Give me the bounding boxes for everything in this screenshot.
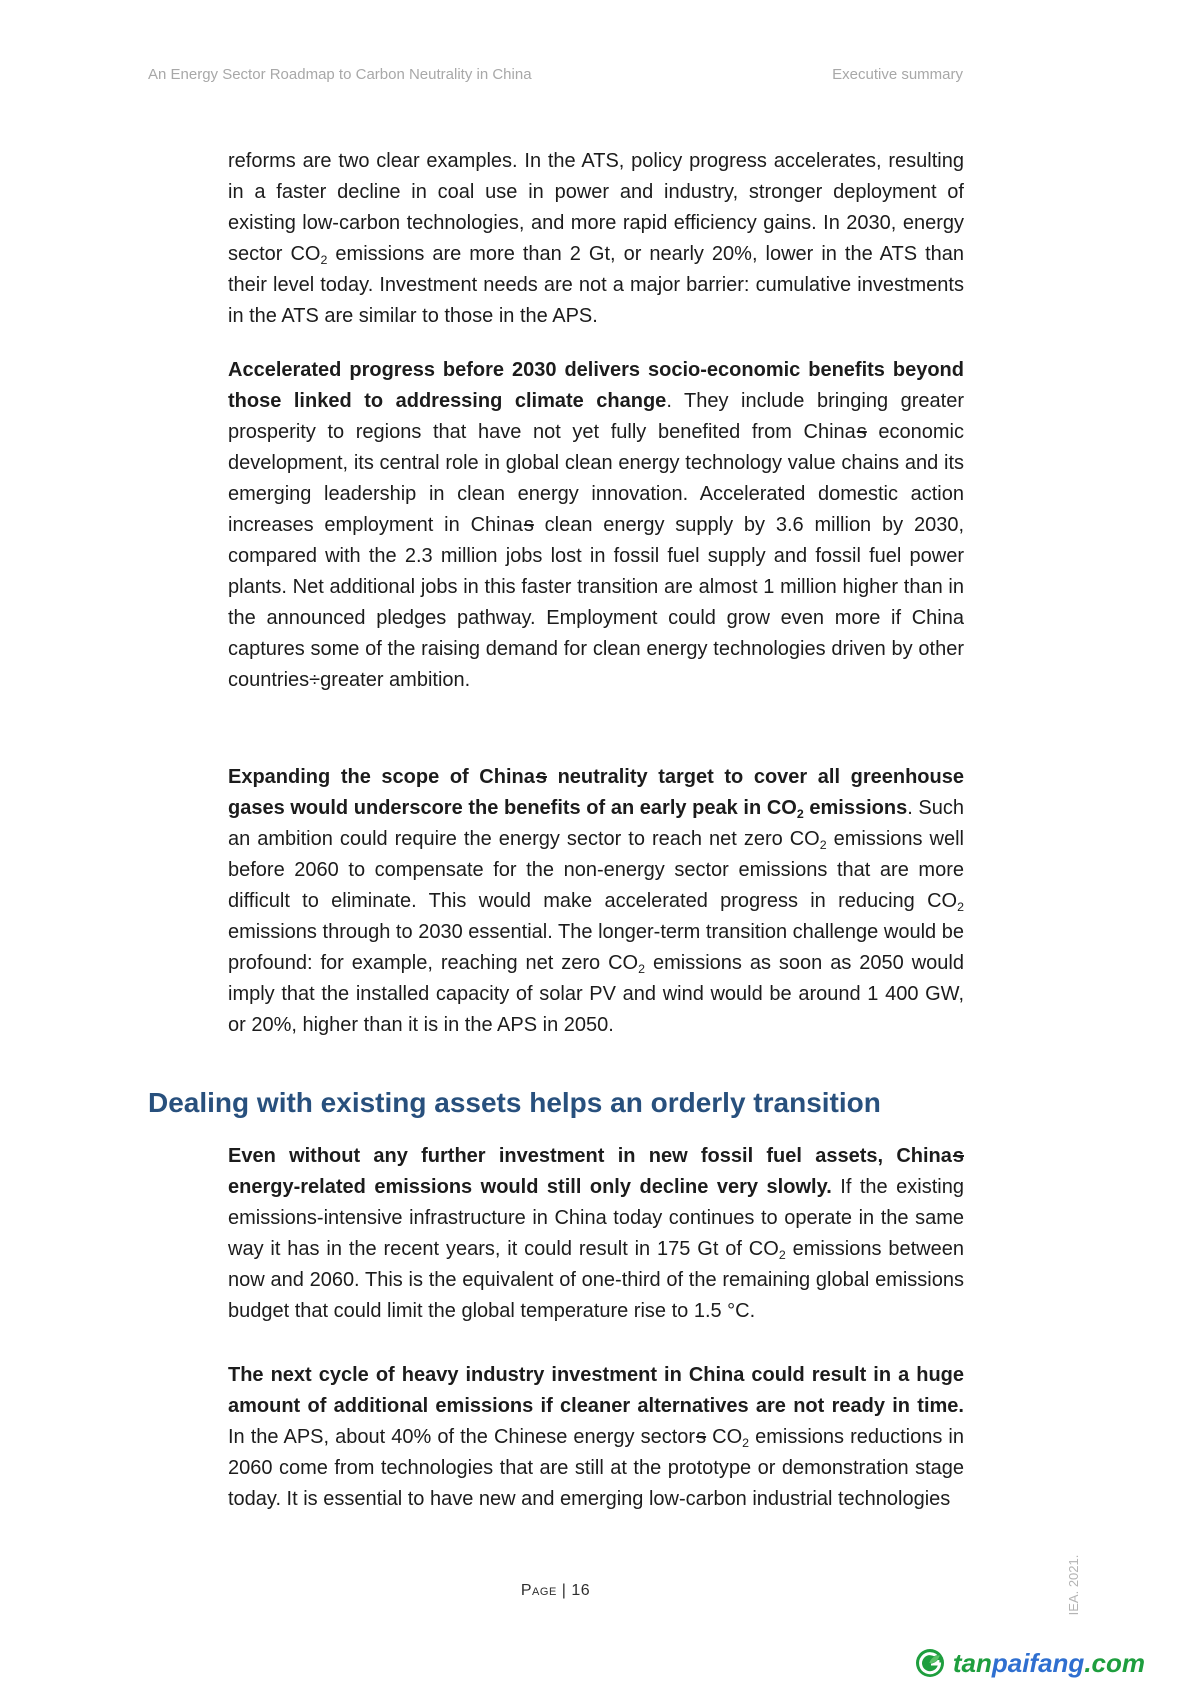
running-header-title: An Energy Sector Roadmap to Carbon Neutrality in China [148, 66, 532, 83]
section-heading: Dealing with existing assets helps an orderly transition [148, 1087, 881, 1118]
watermark-text-part1: tan [952, 1647, 992, 1678]
paragraph-ats-progress: reforms are two clear examples. In the ATS, policy progress accelerates, resulting in a faster decline in coal use in power and industry, stronger deployment of existing low-carbon technologies, and more rapid efficiency gains. In 2030, energy sector CO2 emissions are more than 2 Gt, or nearly 20%, lower in the ATS than their level today. Investment needs are not a major barrier: cumulative investments in the ATS are similar to those in the APS. [228, 150, 964, 327]
running-header [148, 66, 963, 83]
watermark-text-part2: paifang [991, 1647, 1085, 1678]
running-header-section: Executive summary [832, 66, 963, 83]
paragraph-heavy-industry: The next cycle of heavy industry investment in China could result in a huge amount of additional emissions if cleaner alternatives are not ready in time. In the APS, about 40% of the Chinese energy sectors CO2 emissions reductions in 2060 come from technologies that are still at the prototype or demonstration stage today. It is essential to have new and emerging low-carbon industrial technologies [228, 1364, 964, 1510]
page-number: Page | 16 [520, 1582, 591, 1599]
tanpaifang-watermark-link[interactable] [915, 1644, 1145, 1682]
paragraph-neutrality-scope: Expanding the scope of Chinas neutrality target to cover all greenhouse gases would underscore the benefits of an early peak in CO2 emissions. Such an ambition could require the energy sector to reach net zero CO2 emissions well before 2060 to compensate for the non-energy sector emissions that are more difficult to eliminate. This would make accelerated progress in reducing CO2 emissions through to 2030 essential. The longer-term transition challenge would be profound: for example, reaching net zero CO2 emissions as soon as 2050 would imply that the installed capacity of solar PV and wind would be around 1 400 GW, or 20%, higher than it is in the APS in 2050. [228, 766, 965, 1036]
paragraph-existing-assets: Even without any further investment in new fossil fuel assets, Chinas energy-related emissions would still only decline very slowly. If the existing emissions-intensive infrastructure in China today continues to operate in the same way it has in the recent years, it could result in 175 Gt of CO2 emissions between now and 2060. This is the equivalent of one-third of the remaining global emissions budget that could limit the global temperature rise to 1.5 °C. [228, 1145, 964, 1322]
watermark-text-part3: .com [1084, 1647, 1145, 1678]
tanpaifang-logo-icon [915, 1648, 945, 1678]
tanpaifang-watermark-text [953, 1648, 1145, 1679]
paragraph-socioeconomic-benefits: Accelerated progress before 2030 delivers socio-economic benefits beyond those linked to addressing climate change. They include bringing greater prosperity to regions that have not yet fully benefited from Chinas economic development, its central role in global clean energy technology value chains and its emerging leadership in clean energy innovation. Accelerated domestic action increases employment in Chinas clean energy supply by 3.6 million by 2030, compared with the 2.3 million jobs lost in fossil fuel supply and fossil fuel power plants. Net additional jobs in this faster transition are almost 1 million higher than in the announced pledges pathway. Employment could grow even more if China captures some of the raising demand for clean energy technologies driven by other countries÷greater ambition. [228, 359, 965, 691]
edition-note-vertical: IEA. 2021. [1066, 1554, 1081, 1616]
